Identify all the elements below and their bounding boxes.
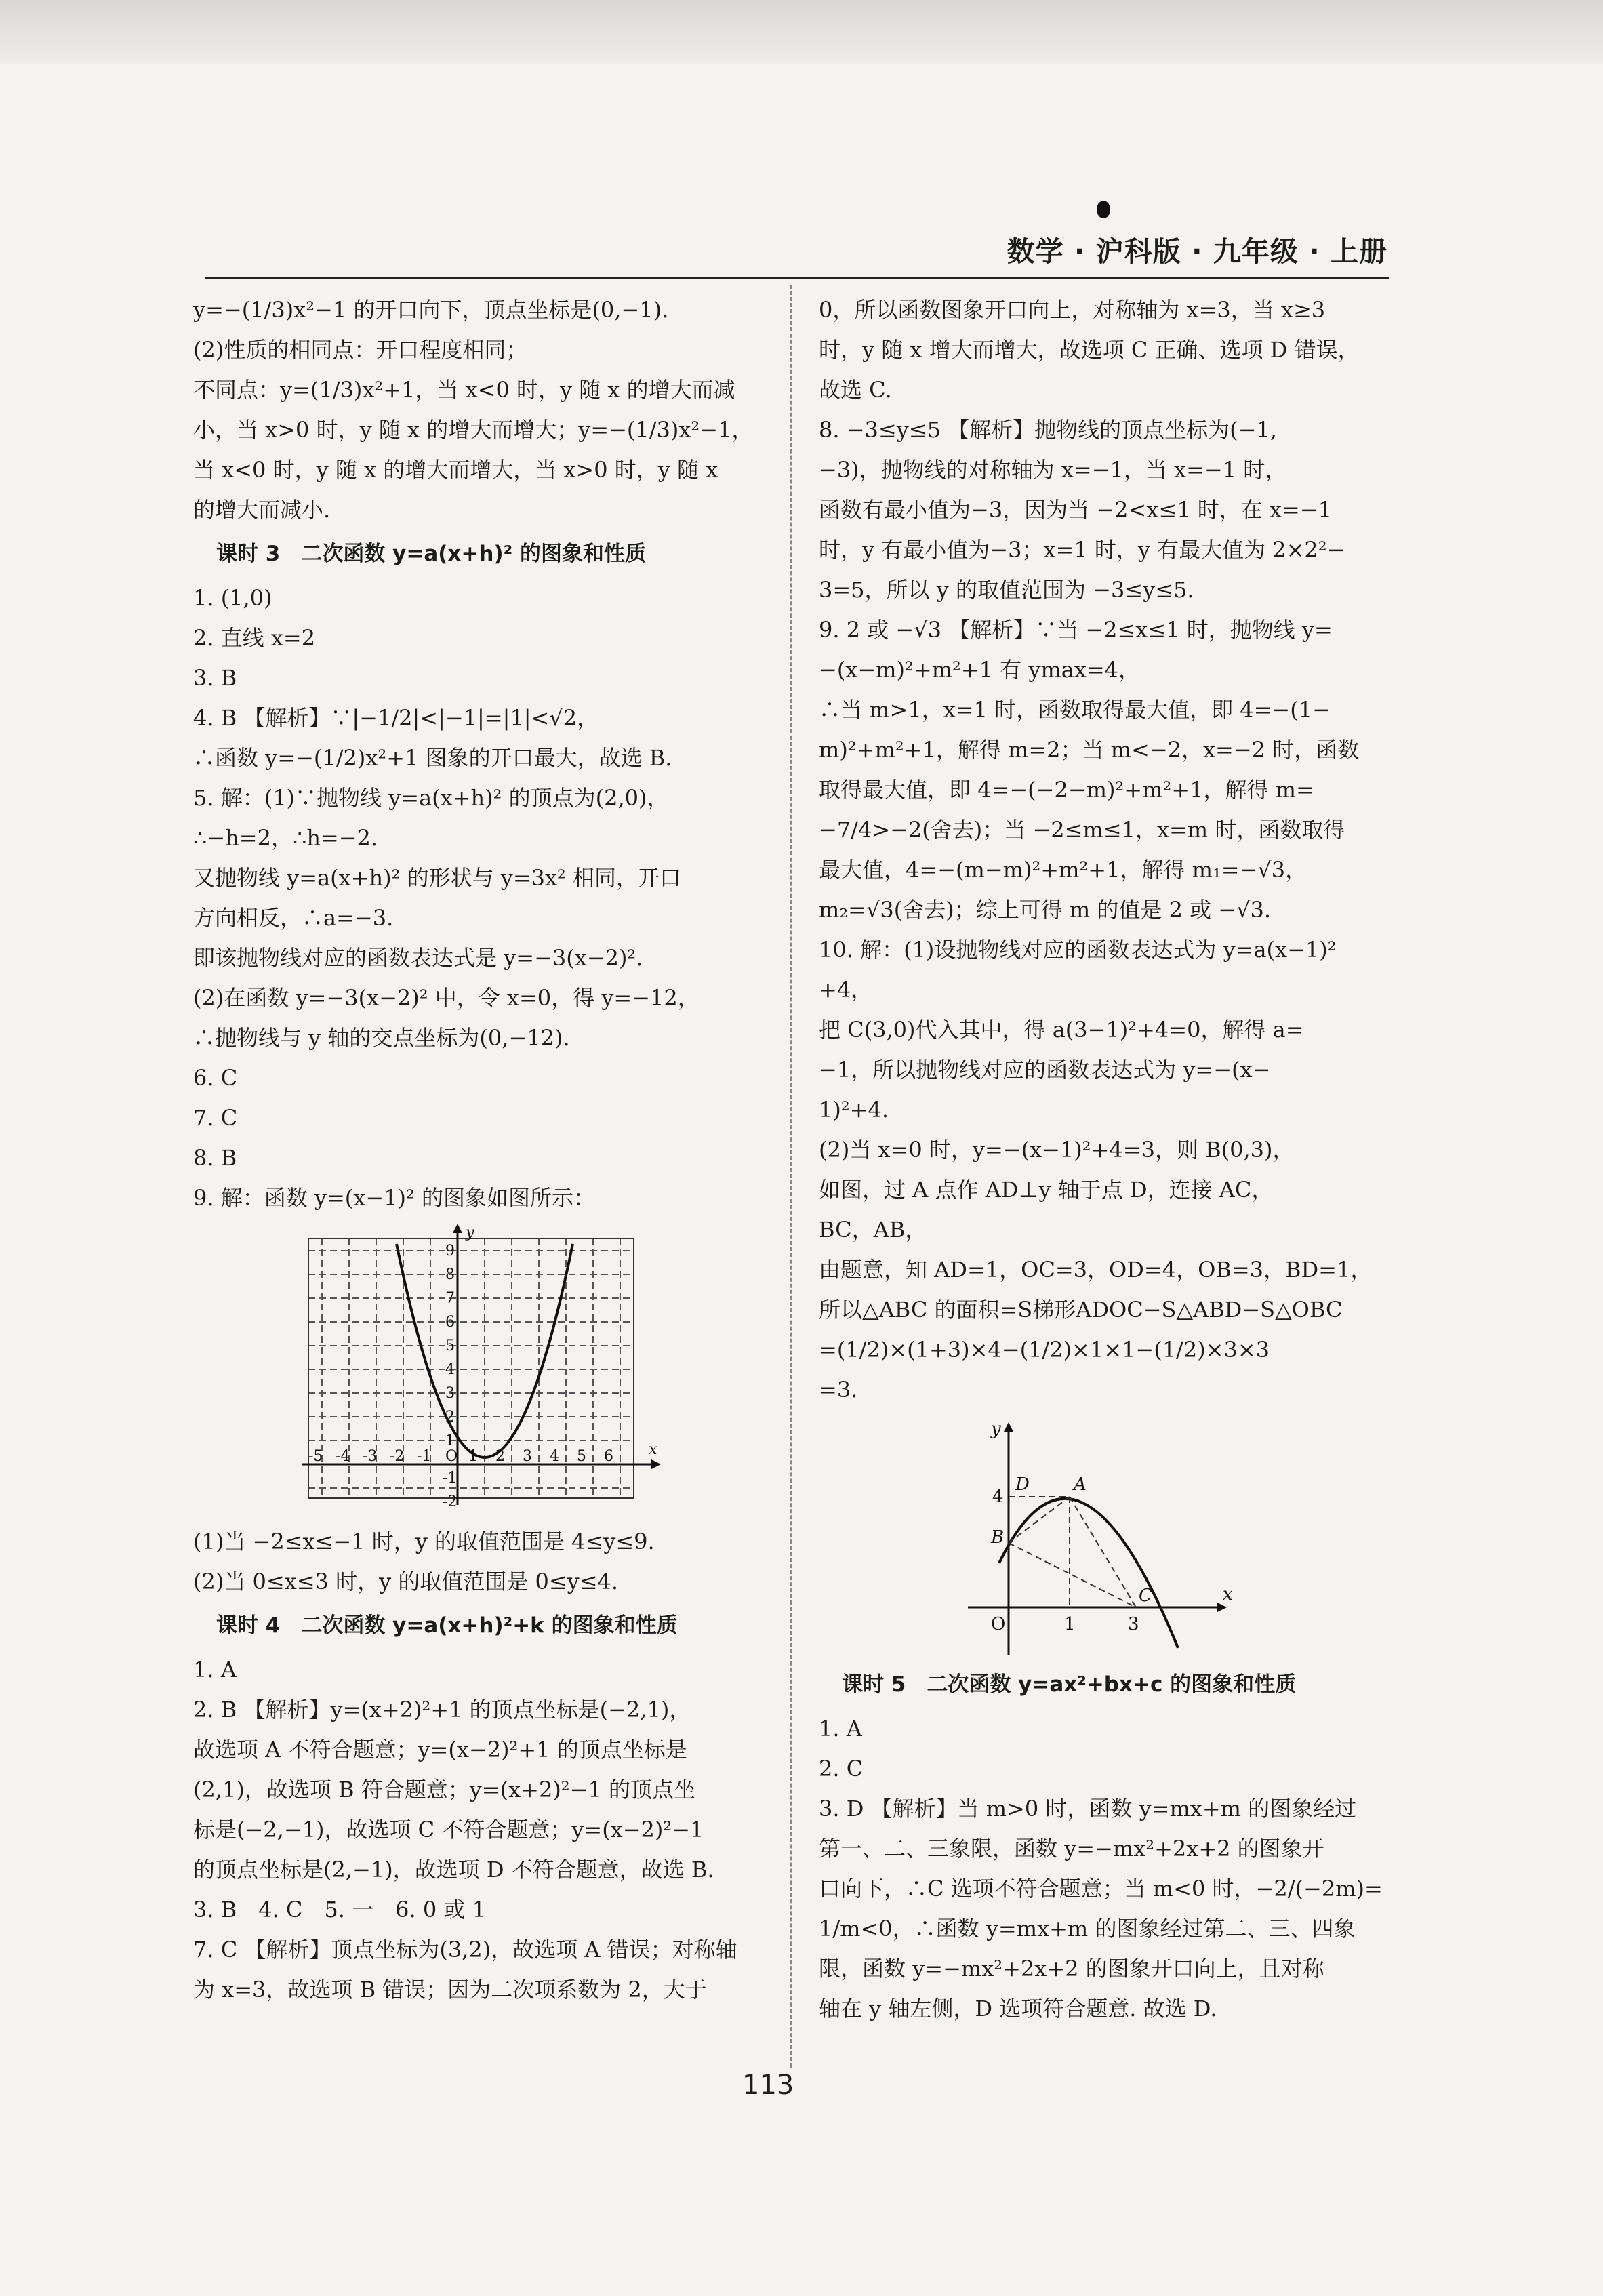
right-column xyxy=(819,290,1392,2029)
label-A: A xyxy=(1074,1474,1087,1495)
scan-top-band xyxy=(0,0,1603,64)
header-rule xyxy=(205,277,1389,279)
text-line: (2)性质的相同点：开口程度相同； xyxy=(193,337,528,363)
y-axis-arrow xyxy=(453,1224,462,1233)
answer-line: 2. 直线 x=2 xyxy=(193,625,316,651)
text-line: 最大值，4=−(m−m)²+m²+1，解得 m₁=−√3， xyxy=(819,857,1307,883)
text-line: 0，所以函数图象开口向上，对称轴为 x=3，当 x≥3 xyxy=(819,297,1326,323)
x-tick: -2 xyxy=(390,1448,405,1465)
x-tick: 4 xyxy=(550,1448,559,1465)
answer-line: (2,1)，故选项 B 符合题意；y=(x+2)²−1 的顶点坐 xyxy=(193,1777,695,1802)
y-tick-4: 4 xyxy=(992,1487,1004,1507)
answer-line: 第一、二、三象限，函数 y=−mx²+2x+2 的图象开 xyxy=(819,1836,1324,1861)
answer-line: (2)在函数 y=−3(x−2)² 中，令 x=0，得 y=−12， xyxy=(193,985,699,1011)
answer-line: 7. C xyxy=(193,1105,238,1131)
y-tick: 7 xyxy=(445,1290,455,1307)
answer-line: 4. B 【解析】∵|−1/2|<|−1|=|1|<√2， xyxy=(193,705,599,731)
answer-line: 5. 解：(1)∵抛物线 y=a(x+h)² 的顶点为(2,0)， xyxy=(193,785,669,811)
answer-line: 8. B xyxy=(193,1145,237,1171)
y-tick: 3 xyxy=(445,1385,455,1402)
x-tick: -4 xyxy=(336,1448,350,1465)
x-axis-arrow xyxy=(651,1459,661,1469)
answer-line: (1)当 −2≤x≤−1 时，y 的取值范围是 4≤y≤9. xyxy=(193,1529,655,1554)
x-axis-label: x xyxy=(1223,1584,1233,1605)
text-line: =(1/2)×(1+3)×4−(1/2)×1×1−(1/2)×3×3 xyxy=(819,1337,1270,1363)
origin-label: O xyxy=(445,1448,458,1465)
answer-line: 7. C 【解析】顶点坐标为(3,2)，故选项 A 错误；对称轴 xyxy=(193,1937,737,1962)
text-line: 如图，过 A 点作 AD⊥y 轴于点 D，连接 AC， xyxy=(819,1177,1274,1203)
text-line: m)²+m²+1，解得 m=2；当 m<−2，x=−2 时，函数 xyxy=(819,737,1360,763)
left-column xyxy=(193,290,776,2010)
text-line: −3)，抛物线的对称轴为 x=−1，当 x=−1 时， xyxy=(819,457,1287,483)
x-tick: 2 xyxy=(495,1448,505,1465)
answer-line: 口向下，∴C 选项不符合题意；当 m<0 时，−2/(−2m)= xyxy=(819,1876,1383,1901)
answer-line: 6. C xyxy=(193,1065,238,1091)
y-tick: 2 xyxy=(445,1409,455,1426)
text-line: 不同点：y=(1/3)x²+1，当 x<0 时，y 随 x 的增大而减 xyxy=(193,377,735,403)
segment-BA xyxy=(1009,1497,1070,1543)
text-line: 时，y 随 x 增大而增大，故选项 C 正确、选项 D 错误， xyxy=(819,337,1360,363)
text-line: y=−(1/3)x²−1 的开口向下，顶点坐标是(0,−1). xyxy=(193,297,669,323)
y-tick: -1 xyxy=(443,1470,458,1487)
answer-line: 2. B 【解析】y=(x+2)²+1 的顶点坐标是(−2,1)， xyxy=(193,1697,691,1723)
y-tick: -2 xyxy=(443,1493,458,1510)
text-line: −7/4>−2(舍去)；当 −2≤m≤1，x=m 时，函数取得 xyxy=(819,817,1345,843)
answer-line: 即该抛物线对应的函数表达式是 y=−3(x−2)². xyxy=(193,945,643,971)
x-tick: 3 xyxy=(523,1448,532,1465)
answer-line: 又抛物线 y=a(x+h)² 的形状与 y=3x² 相同，开口 xyxy=(193,865,682,891)
y-tick: 6 xyxy=(445,1314,455,1331)
text-line: 把 C(3,0)代入其中，得 a(3−1)²+4=0，解得 a= xyxy=(819,1017,1304,1043)
parabola-graph-1 xyxy=(295,1224,674,1522)
label-C: C xyxy=(1139,1586,1152,1606)
answer-line: 1/m<0，∴函数 y=mx+m 的图象经过第二、三、四象 xyxy=(819,1916,1356,1941)
answer-line: 标是(−2,−1)，故选项 C 不符合题意；y=(x−2)²−1 xyxy=(193,1817,704,1842)
answer-line: 9. 解：函数 y=(x−1)² 的图象如图所示： xyxy=(193,1185,595,1211)
answer-line: 为 x=3，故选项 B 错误；因为二次项系数为 2，大于 xyxy=(193,1977,707,2002)
answer-line: 方向相反，∴a=−3. xyxy=(193,905,394,931)
page-header: 数学 · 沪科版 · 九年级 · 上册 xyxy=(1007,235,1387,268)
answer-line: ∴抛物线与 y 轴的交点坐标为(0,−12). xyxy=(193,1025,570,1051)
text-line: +4， xyxy=(819,977,873,1003)
x-tick: -5 xyxy=(308,1448,323,1465)
text-line: 的增大而减小. xyxy=(193,497,331,523)
y-tick: 8 xyxy=(445,1266,455,1283)
header-dot xyxy=(1097,201,1110,218)
text-line: 故选 C. xyxy=(819,377,892,403)
answer-line: 的顶点坐标是(2,−1)，故选项 D 不符合题意，故选 B. xyxy=(193,1857,714,1882)
text-line: −1，所以抛物线对应的函数表达式为 y=−(x− xyxy=(819,1057,1271,1083)
answer-line: (2)当 0≤x≤3 时，y 的取值范围是 0≤y≤4. xyxy=(193,1569,619,1594)
y-axis-label: y xyxy=(991,1419,1001,1439)
answer-line: 2. C xyxy=(819,1756,864,1781)
text-line: 1)²+4. xyxy=(819,1097,889,1123)
text-line: 取得最大值，即 4=−(−2−m)²+m²+1，解得 m= xyxy=(819,777,1314,803)
text-line: 8. −3≤y≤5 【解析】抛物线的顶点坐标为(−1, xyxy=(819,417,1277,443)
text-line: 小，当 x>0 时，y 随 x 的增大而增大；y=−(1/3)x²−1， xyxy=(193,417,754,443)
text-line: −(x−m)²+m²+1 有 ymax=4， xyxy=(819,657,1141,683)
x-axis-label: x xyxy=(649,1441,657,1458)
y-tick: 1 xyxy=(445,1432,455,1449)
x-tick-3: 3 xyxy=(1128,1614,1139,1634)
text-line: 当 x<0 时，y 随 x 的增大而增大，当 x>0 时，y 随 x xyxy=(193,457,718,483)
origin-label: O xyxy=(991,1614,1006,1634)
answer-line: 故选项 A 不符合题意；y=(x−2)²+1 的顶点坐标是 xyxy=(193,1737,687,1763)
answer-line: 3. B xyxy=(193,665,237,691)
answer-line: 1. A xyxy=(193,1657,237,1683)
page-number: 113 xyxy=(742,2070,794,2101)
parabola-graph-2 xyxy=(954,1414,1239,1658)
section-title-3: 课时 3 二次函数 y=a(x+h)² 的图象和性质 xyxy=(216,542,647,566)
text-line: BC，AB， xyxy=(819,1217,927,1243)
text-line: m₂=√3(舍去)；综上可得 m 的值是 2 或 −√3. xyxy=(819,897,1272,923)
text-line: 9. 2 或 −√3 【解析】∵当 −2≤x≤1 时，抛物线 y= xyxy=(819,617,1333,643)
text-line: 时，y 有最小值为−3；x=1 时，y 有最大值为 2×2²− xyxy=(819,537,1345,563)
answer-line: ∴−h=2，∴h=−2. xyxy=(193,825,378,851)
y-axis-label: y xyxy=(466,1224,474,1241)
answer-line: 1. A xyxy=(819,1716,862,1741)
text-line: (2)当 x=0 时，y=−(x−1)²+4=3，则 B(0,3)， xyxy=(819,1137,1295,1163)
section-title-5: 课时 5 二次函数 y=ax²+bx+c 的图象和性质 xyxy=(842,1672,1297,1697)
text-line: =3. xyxy=(819,1377,858,1403)
y-tick: 9 xyxy=(445,1243,455,1260)
section-title-4: 课时 4 二次函数 y=a(x+h)²+k 的图象和性质 xyxy=(216,1613,678,1638)
text-line: 所以△ABC 的面积=S梯形ADOC−S△ABD−S△OBC xyxy=(819,1297,1343,1323)
label-D: D xyxy=(1015,1474,1030,1495)
answer-line: ∴函数 y=−(1/2)x²+1 图象的开口最大，故选 B. xyxy=(193,745,672,771)
text-line: 由题意，知 AD=1，OC=3，OD=4，OB=3，BD=1， xyxy=(819,1257,1373,1283)
y-tick: 5 xyxy=(445,1337,455,1354)
text-line: 10. 解：(1)设抛物线对应的函数表达式为 y=a(x−1)² xyxy=(819,937,1337,963)
text-line: 函数有最小值为−3，因为当 −2<x≤1 时，在 x=−1 xyxy=(819,497,1332,523)
y-tick: 4 xyxy=(445,1361,455,1378)
x-tick: 6 xyxy=(604,1448,613,1465)
label-B: B xyxy=(991,1527,1005,1548)
answer-line: 轴在 y 轴左侧，D 选项符合题意. 故选 D. xyxy=(819,1996,1217,2021)
y-axis-arrow xyxy=(1004,1422,1013,1432)
text-line: 3=5，所以 y 的取值范围为 −3≤y≤5. xyxy=(819,577,1194,603)
segment-BC xyxy=(1009,1543,1136,1607)
x-tick: -3 xyxy=(363,1448,378,1465)
column-divider xyxy=(790,285,792,2068)
text-line: ∴当 m>1，x=1 时，函数取得最大值，即 4=−(1− xyxy=(819,697,1331,723)
x-tick: 1 xyxy=(468,1448,478,1465)
x-tick: 5 xyxy=(577,1448,586,1465)
answer-line: 3. B 4. C 5. 一 6. 0 或 1 xyxy=(193,1897,486,1922)
answer-line: 3. D 【解析】当 m>0 时，函数 y=mx+m 的图象经过 xyxy=(819,1796,1357,1821)
answer-line: 限，函数 y=−mx²+2x+2 的图象开口向上，且对称 xyxy=(819,1956,1324,1981)
x-tick: -1 xyxy=(417,1448,432,1465)
x-tick-1: 1 xyxy=(1064,1614,1076,1634)
answer-line: 1. (1,0) xyxy=(193,585,272,611)
parabola-curve xyxy=(999,1499,1178,1648)
